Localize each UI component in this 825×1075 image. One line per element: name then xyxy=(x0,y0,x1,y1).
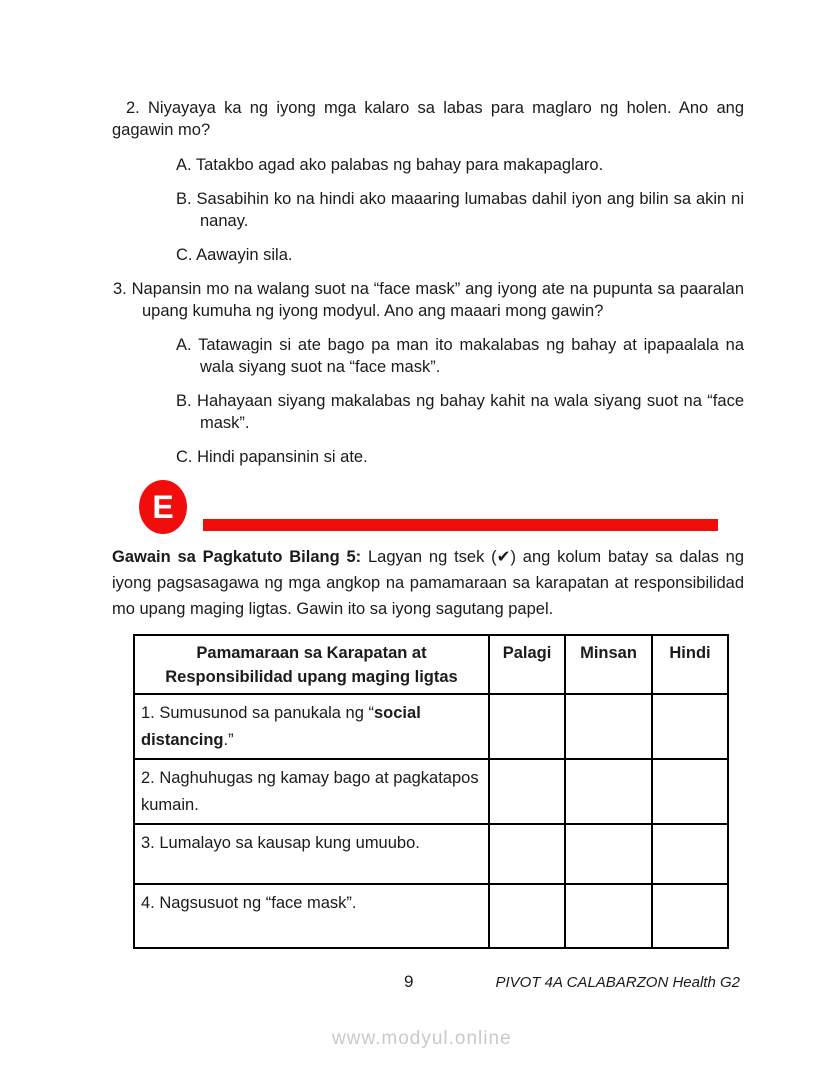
section-circle-icon xyxy=(139,480,187,534)
table-row xyxy=(134,694,728,759)
check-cell-hindi-1 xyxy=(652,694,728,759)
section-marker xyxy=(112,480,744,536)
header-palagi: Palagi xyxy=(489,635,565,694)
question-3-option-c: C. Hindi papansinin si ate. xyxy=(176,448,368,466)
check-cell-hindi-3 xyxy=(652,824,728,884)
header-minsan: Minsan xyxy=(565,635,652,694)
question-2: 2. Niyayaya ka ng iyong mga kalaro sa labas para maglaro ng holen. Ano ang gagawin mo? xyxy=(112,99,744,139)
check-cell-palagi-4 xyxy=(489,884,565,948)
question-2-option-c: C. Aawayin sila. xyxy=(176,246,293,264)
table-row xyxy=(134,884,728,948)
check-cell-palagi-2 xyxy=(489,759,565,824)
statement-1-prefix: 1. Sumusunod sa panukala ng “ xyxy=(141,704,374,722)
question-3-option-b: B. Hahayaan siyang makalabas ng bahay kahit na wala siyang suot na “face mask”. xyxy=(176,392,744,432)
check-cell-hindi-4 xyxy=(652,884,728,948)
table-row xyxy=(134,759,728,824)
activity-instructions xyxy=(112,544,744,622)
statement-1-bold: social distancing xyxy=(141,704,421,749)
question-2-option-a: A. Tatakbo agad ako palabas ng bahay para makapaglaro. xyxy=(176,156,604,174)
question-3-option-a: A. Tatawagin si ate bago pa man ito makalabas ng bahay at ipapaalala na wala siyang suot na “face mask”. xyxy=(176,336,744,376)
activity-title: Gawain sa Pagkatuto Bilang 5: xyxy=(112,548,362,566)
check-cell-palagi-1 xyxy=(489,694,565,759)
statement-1 xyxy=(134,694,489,759)
check-cell-minsan-3 xyxy=(565,824,652,884)
activity-instructions-text: Lagyan ng tsek (✔) ang kolum batay sa dalas ng iyong pagsasagawa ng mga angkop na pamamaraan sa karapatan at responsibilidad mo upang maging ligtas. Gawin ito sa iyong sagutang papel. xyxy=(112,548,744,618)
page-number: 9 xyxy=(404,972,414,991)
section-accent-bar xyxy=(203,519,718,531)
check-cell-minsan-1 xyxy=(565,694,652,759)
footer-source-label: PIVOT 4A CALABARZON Health G2 xyxy=(495,974,740,991)
table-row xyxy=(134,824,728,884)
statement-1-suffix: .” xyxy=(223,731,234,749)
check-cell-palagi-3 xyxy=(489,824,565,884)
page-content xyxy=(112,97,744,949)
question-2-option-b: B. Sasabihin ko na hindi ako maaaring lumabas dahil iyon ang bilin sa akin ni nanay. xyxy=(176,190,744,230)
statement-3: 3. Lumalayo sa kausap kung umuubo. xyxy=(134,824,489,884)
check-cell-hindi-2 xyxy=(652,759,728,824)
check-cell-minsan-4 xyxy=(565,884,652,948)
watermark: www.modyul.online xyxy=(332,1028,512,1049)
statement-2: 2. Naghuhugas ng kamay bago at pagkatapos kumain. xyxy=(134,759,489,824)
table-header-row xyxy=(134,635,728,694)
header-hindi: Hindi xyxy=(652,635,728,694)
header-practices: Pamamaraan sa Karapatan at Responsibilidad upang maging ligtas xyxy=(134,635,489,694)
question-3: 3. Napansin mo na walang suot na “face mask” ang iyong ate na pupunta sa paaralan upang kumuha ng iyong modyul. Ano ang maaari mong gawin? xyxy=(113,280,744,320)
practices-table xyxy=(133,634,729,949)
check-cell-minsan-2 xyxy=(565,759,652,824)
statement-4: 4. Nagsusuot ng “face mask”. xyxy=(134,884,489,948)
section-letter: E xyxy=(152,489,174,525)
